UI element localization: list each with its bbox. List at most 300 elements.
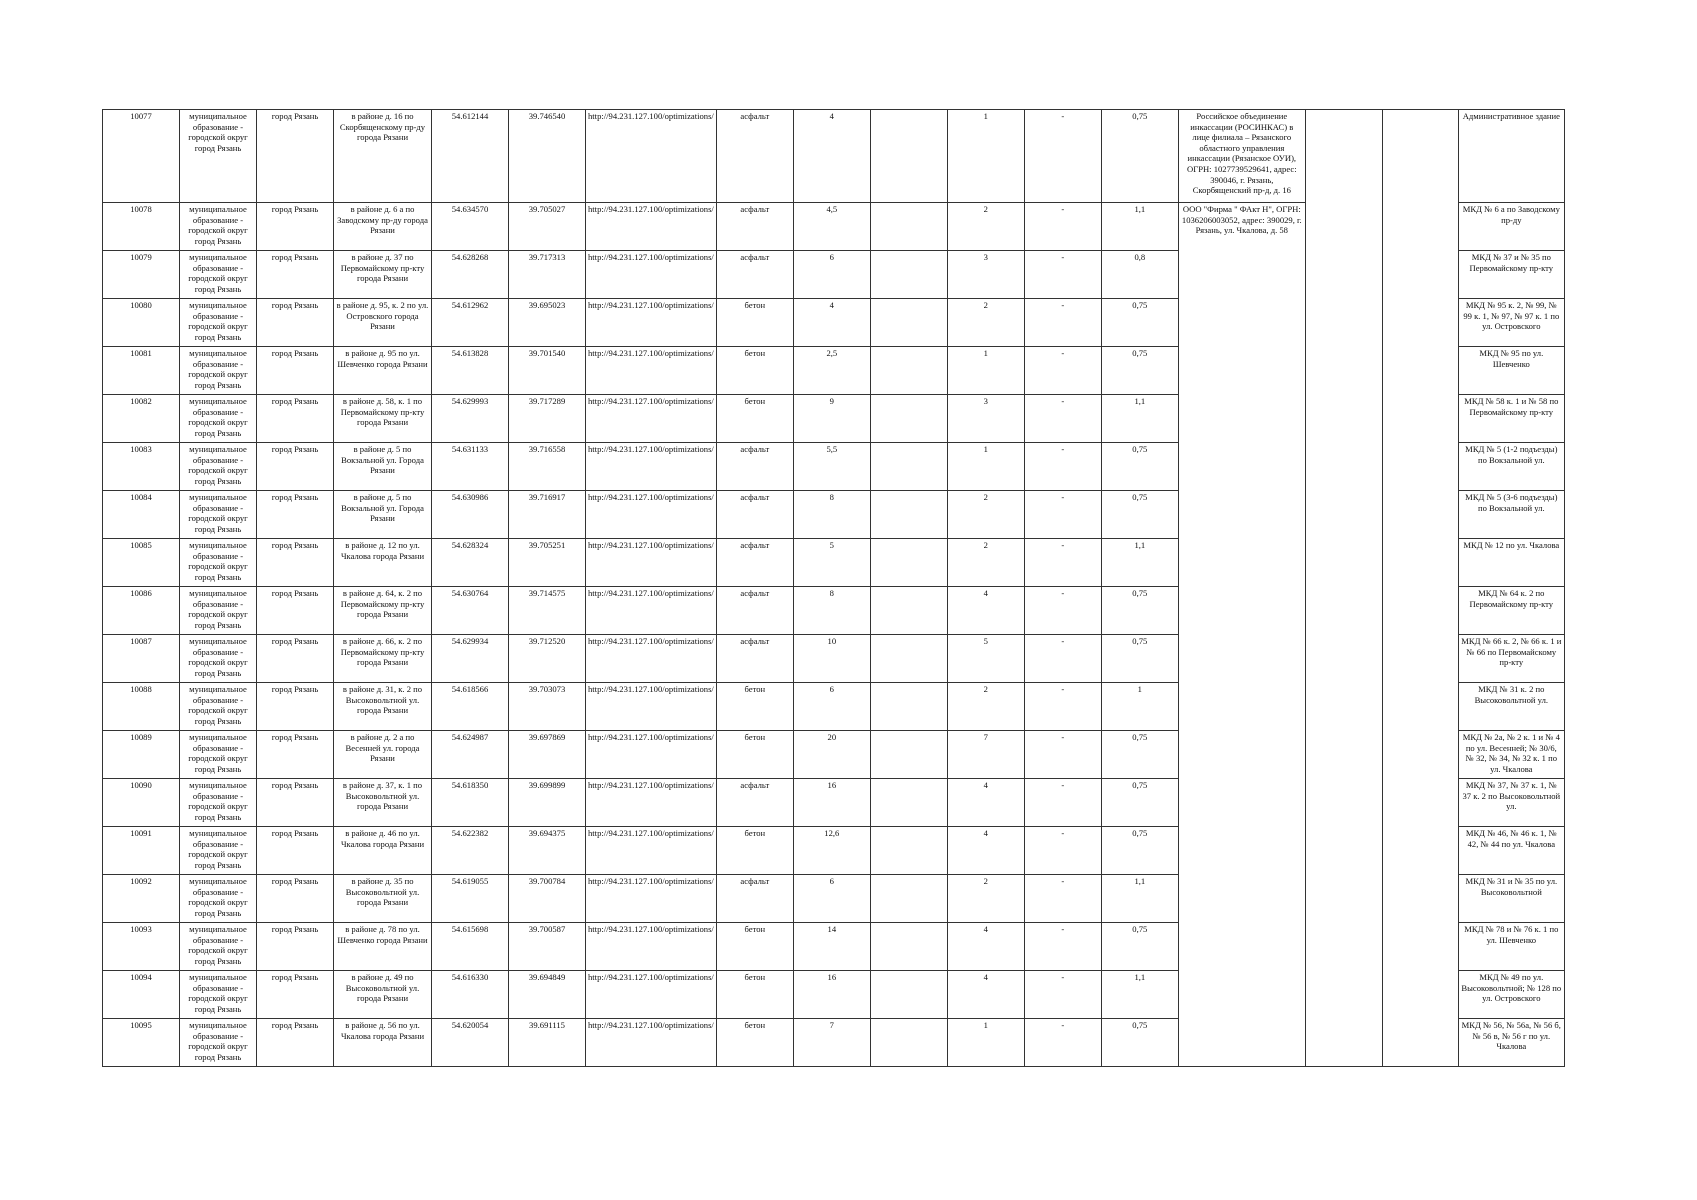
city-cell: город Рязань: [257, 347, 334, 395]
area-cell: 12,6: [793, 827, 870, 875]
table-row: [103, 491, 1565, 539]
container-count-cell: 2: [947, 875, 1024, 923]
location-cell: в районе д. 12 по ул. Чкалова города Рязани: [334, 539, 432, 587]
longitude-cell: 39.746540: [509, 110, 586, 203]
empty-cell: [1382, 299, 1458, 347]
container-count-cell: 2: [947, 491, 1024, 539]
table-row: [103, 587, 1565, 635]
area-cell: 20: [793, 731, 870, 779]
url-cell: http://94.231.127.100/optimizations/: [586, 779, 717, 827]
city-cell: город Рязань: [257, 1019, 334, 1067]
location-cell: в районе д. 16 по Скорбященскому пр-ду города Рязани: [334, 110, 432, 203]
latitude-cell: 54.612144: [432, 110, 509, 203]
waste-source-cell: МКД № 37 и № 35 по Первомайскому пр-кту: [1458, 251, 1564, 299]
empty-cell: [1305, 875, 1382, 923]
url-cell: http://94.231.127.100/optimizations/: [586, 299, 717, 347]
empty-cell: [870, 299, 947, 347]
city-cell: город Рязань: [257, 110, 334, 203]
empty-cell: [1305, 539, 1382, 587]
longitude-cell: 39.705251: [509, 539, 586, 587]
location-cell: в районе д. 5 по Вокзальной ул. Города Рязани: [334, 443, 432, 491]
location-cell: в районе д. 66, к. 2 по Первомайскому пр-кту города Рязани: [334, 635, 432, 683]
table-row: [103, 731, 1565, 779]
surface-cell: бетон: [716, 683, 793, 731]
volume-cell: 0,75: [1101, 587, 1178, 635]
latitude-cell: 54.629934: [432, 635, 509, 683]
url-cell: http://94.231.127.100/optimizations/: [586, 875, 717, 923]
municipality-cell: муниципальное образование - городской округ город Рязань: [180, 635, 257, 683]
table-row: [103, 203, 1565, 251]
waste-source-cell: МКД № 12 по ул. Чкалова: [1458, 539, 1564, 587]
latitude-cell: 54.628324: [432, 539, 509, 587]
row-number: 10086: [103, 587, 180, 635]
surface-cell: бетон: [716, 299, 793, 347]
location-cell: в районе д. 37 по Первомайскому пр-кту города Рязани: [334, 251, 432, 299]
area-cell: 6: [793, 875, 870, 923]
latitude-cell: 54.620054: [432, 1019, 509, 1067]
owner-cell: [1178, 299, 1305, 347]
empty-cell: [1305, 203, 1382, 251]
empty-cell: [1382, 251, 1458, 299]
location-cell: в районе д. 95 по ул. Шевченко города Рязани: [334, 347, 432, 395]
municipality-cell: муниципальное образование - городской округ город Рязань: [180, 347, 257, 395]
area-cell: 8: [793, 587, 870, 635]
row-number: 10087: [103, 635, 180, 683]
table-row: [103, 827, 1565, 875]
empty-cell: -: [1024, 539, 1101, 587]
owner-cell: [1178, 635, 1305, 683]
latitude-cell: 54.612962: [432, 299, 509, 347]
surface-cell: бетон: [716, 1019, 793, 1067]
longitude-cell: 39.703073: [509, 683, 586, 731]
empty-cell: [1305, 587, 1382, 635]
municipality-cell: муниципальное образование - городской округ город Рязань: [180, 443, 257, 491]
empty-cell: [1382, 203, 1458, 251]
empty-cell: [1382, 1019, 1458, 1067]
url-cell: http://94.231.127.100/optimizations/: [586, 827, 717, 875]
longitude-cell: 39.691115: [509, 1019, 586, 1067]
url-cell: http://94.231.127.100/optimizations/: [586, 491, 717, 539]
municipality-cell: муниципальное образование - городской округ город Рязань: [180, 299, 257, 347]
surface-cell: асфальт: [716, 587, 793, 635]
owner-cell: [1178, 779, 1305, 827]
volume-cell: 1,1: [1101, 539, 1178, 587]
empty-cell: [870, 827, 947, 875]
empty-cell: -: [1024, 827, 1101, 875]
container-count-cell: 3: [947, 395, 1024, 443]
empty-cell: [870, 587, 947, 635]
owner-cell: [1178, 587, 1305, 635]
empty-cell: [870, 395, 947, 443]
table-row: [103, 1019, 1565, 1067]
container-count-cell: 3: [947, 251, 1024, 299]
longitude-cell: 39.697869: [509, 731, 586, 779]
city-cell: город Рязань: [257, 779, 334, 827]
url-cell: http://94.231.127.100/optimizations/: [586, 395, 717, 443]
latitude-cell: 54.618566: [432, 683, 509, 731]
surface-cell: асфальт: [716, 875, 793, 923]
empty-cell: [870, 539, 947, 587]
empty-cell: -: [1024, 635, 1101, 683]
row-number: 10093: [103, 923, 180, 971]
empty-cell: [1382, 347, 1458, 395]
city-cell: город Рязань: [257, 971, 334, 1019]
latitude-cell: 54.634570: [432, 203, 509, 251]
surface-cell: асфальт: [716, 203, 793, 251]
empty-cell: [1305, 443, 1382, 491]
empty-cell: [870, 779, 947, 827]
longitude-cell: 39.716917: [509, 491, 586, 539]
location-cell: в районе д. 31, к. 2 по Высоковольтной ул. города Рязани: [334, 683, 432, 731]
empty-cell: -: [1024, 251, 1101, 299]
volume-cell: 1,1: [1101, 203, 1178, 251]
owner-cell: [1178, 395, 1305, 443]
owner-cell: [1178, 875, 1305, 923]
latitude-cell: 54.624987: [432, 731, 509, 779]
container-count-cell: 4: [947, 779, 1024, 827]
waste-source-cell: Административное здание: [1458, 110, 1564, 203]
area-cell: 7: [793, 1019, 870, 1067]
empty-cell: [1382, 923, 1458, 971]
waste-source-cell: МКД № 31 к. 2 по Высоковольтной ул.: [1458, 683, 1564, 731]
city-cell: город Рязань: [257, 203, 334, 251]
empty-cell: [870, 251, 947, 299]
empty-cell: -: [1024, 491, 1101, 539]
row-number: 10094: [103, 971, 180, 1019]
row-number: 10089: [103, 731, 180, 779]
owner-cell: [1178, 443, 1305, 491]
waste-source-cell: МКД № 5 (1-2 подъезды) по Вокзальной ул.: [1458, 443, 1564, 491]
container-count-cell: 5: [947, 635, 1024, 683]
surface-cell: асфальт: [716, 491, 793, 539]
table-row: [103, 635, 1565, 683]
url-cell: http://94.231.127.100/optimizations/: [586, 923, 717, 971]
municipality-cell: муниципальное образование - городской округ город Рязань: [180, 683, 257, 731]
surface-cell: бетон: [716, 395, 793, 443]
longitude-cell: 39.700587: [509, 923, 586, 971]
volume-cell: 1,1: [1101, 971, 1178, 1019]
empty-cell: [1305, 635, 1382, 683]
url-cell: http://94.231.127.100/optimizations/: [586, 731, 717, 779]
url-cell: http://94.231.127.100/optimizations/: [586, 1019, 717, 1067]
url-cell: http://94.231.127.100/optimizations/: [586, 539, 717, 587]
longitude-cell: 39.716558: [509, 443, 586, 491]
longitude-cell: 39.714575: [509, 587, 586, 635]
container-count-cell: 2: [947, 203, 1024, 251]
empty-cell: -: [1024, 347, 1101, 395]
owner-cell: [1178, 923, 1305, 971]
latitude-cell: 54.629993: [432, 395, 509, 443]
empty-cell: -: [1024, 203, 1101, 251]
longitude-cell: 39.700784: [509, 875, 586, 923]
empty-cell: -: [1024, 683, 1101, 731]
empty-cell: -: [1024, 299, 1101, 347]
waste-source-cell: МКД № 31 и № 35 по ул. Высоковольтной: [1458, 875, 1564, 923]
url-cell: http://94.231.127.100/optimizations/: [586, 683, 717, 731]
surface-cell: бетон: [716, 923, 793, 971]
table-row: [103, 347, 1565, 395]
longitude-cell: 39.717289: [509, 395, 586, 443]
municipality-cell: муниципальное образование - городской округ город Рязань: [180, 395, 257, 443]
owner-cell: [1178, 539, 1305, 587]
empty-cell: -: [1024, 443, 1101, 491]
container-count-cell: 1: [947, 347, 1024, 395]
municipality-cell: муниципальное образование - городской округ город Рязань: [180, 1019, 257, 1067]
empty-cell: [1382, 443, 1458, 491]
owner-cell: [1178, 683, 1305, 731]
empty-cell: [1305, 779, 1382, 827]
volume-cell: 0,75: [1101, 299, 1178, 347]
location-cell: в районе д. 95, к. 2 по ул. Островского города Рязани: [334, 299, 432, 347]
municipality-cell: муниципальное образование - городской округ город Рязань: [180, 731, 257, 779]
empty-cell: [1305, 491, 1382, 539]
location-cell: в районе д. 64, к. 2 по Первомайскому пр-кту города Рязани: [334, 587, 432, 635]
table-row: [103, 875, 1565, 923]
municipality-cell: муниципальное образование - городской округ город Рязань: [180, 827, 257, 875]
area-cell: 16: [793, 971, 870, 1019]
empty-cell: [870, 443, 947, 491]
row-number: 10080: [103, 299, 180, 347]
empty-cell: [1305, 395, 1382, 443]
municipality-cell: муниципальное образование - городской округ город Рязань: [180, 779, 257, 827]
longitude-cell: 39.701540: [509, 347, 586, 395]
empty-cell: -: [1024, 923, 1101, 971]
empty-cell: [870, 491, 947, 539]
volume-cell: 1: [1101, 683, 1178, 731]
volume-cell: 0,75: [1101, 635, 1178, 683]
container-count-cell: 4: [947, 971, 1024, 1019]
owner-cell: ООО "Фирма " ФАкт Н", ОГРН: 1036206003052, адрес: 390029, г. Рязань, ул. Чкалова, д. 58: [1178, 203, 1305, 251]
row-number: 10077: [103, 110, 180, 203]
area-cell: 5,5: [793, 443, 870, 491]
empty-cell: [870, 731, 947, 779]
municipality-cell: муниципальное образование - городской округ город Рязань: [180, 110, 257, 203]
url-cell: http://94.231.127.100/optimizations/: [586, 251, 717, 299]
municipality-cell: муниципальное образование - городской округ город Рязань: [180, 923, 257, 971]
volume-cell: 1,1: [1101, 395, 1178, 443]
container-count-cell: 1: [947, 443, 1024, 491]
city-cell: город Рязань: [257, 683, 334, 731]
latitude-cell: 54.622382: [432, 827, 509, 875]
waste-source-cell: МКД № 78 и № 76 к. 1 по ул. Шевченко: [1458, 923, 1564, 971]
latitude-cell: 54.628268: [432, 251, 509, 299]
empty-cell: -: [1024, 395, 1101, 443]
volume-cell: 0,75: [1101, 827, 1178, 875]
url-cell: http://94.231.127.100/optimizations/: [586, 347, 717, 395]
longitude-cell: 39.694375: [509, 827, 586, 875]
area-cell: 4,5: [793, 203, 870, 251]
empty-cell: [1305, 731, 1382, 779]
container-count-cell: 2: [947, 299, 1024, 347]
owner-cell: [1178, 251, 1305, 299]
container-count-cell: 2: [947, 683, 1024, 731]
volume-cell: 0,75: [1101, 1019, 1178, 1067]
table-row: [103, 923, 1565, 971]
container-count-cell: 2: [947, 539, 1024, 587]
empty-cell: [1382, 635, 1458, 683]
empty-cell: [1382, 110, 1458, 203]
url-cell: http://94.231.127.100/optimizations/: [586, 587, 717, 635]
empty-cell: [1305, 251, 1382, 299]
latitude-cell: 54.631133: [432, 443, 509, 491]
location-cell: в районе д. 49 по Высоковольтной ул. города Рязани: [334, 971, 432, 1019]
url-cell: http://94.231.127.100/optimizations/: [586, 443, 717, 491]
surface-cell: бетон: [716, 731, 793, 779]
row-number: 10095: [103, 1019, 180, 1067]
longitude-cell: 39.699899: [509, 779, 586, 827]
row-number: 10081: [103, 347, 180, 395]
table-row: [103, 110, 1565, 203]
row-number: 10079: [103, 251, 180, 299]
waste-source-cell: МКД № 95 к. 2, № 99, № 99 к. 1, № 97, № 97 к. 1 по ул. Островского: [1458, 299, 1564, 347]
row-number: 10091: [103, 827, 180, 875]
waste-source-cell: МКД № 58 к. 1 и № 58 по Первомайскому пр-кту: [1458, 395, 1564, 443]
registry-table: [102, 109, 1565, 1067]
surface-cell: асфальт: [716, 635, 793, 683]
empty-cell: -: [1024, 1019, 1101, 1067]
empty-cell: -: [1024, 971, 1101, 1019]
container-count-cell: 4: [947, 923, 1024, 971]
row-number: 10085: [103, 539, 180, 587]
waste-source-cell: МКД № 49 по ул. Высоковольтной; № 128 по ул. Островского: [1458, 971, 1564, 1019]
location-cell: в районе д. 37, к. 1 по Высоковольтной ул. города Рязани: [334, 779, 432, 827]
volume-cell: 0,75: [1101, 491, 1178, 539]
surface-cell: бетон: [716, 827, 793, 875]
surface-cell: асфальт: [716, 779, 793, 827]
row-number: 10083: [103, 443, 180, 491]
empty-cell: [1382, 731, 1458, 779]
empty-cell: [1305, 683, 1382, 731]
city-cell: город Рязань: [257, 251, 334, 299]
volume-cell: 0,75: [1101, 110, 1178, 203]
latitude-cell: 54.616330: [432, 971, 509, 1019]
latitude-cell: 54.613828: [432, 347, 509, 395]
empty-cell: [870, 683, 947, 731]
city-cell: город Рязань: [257, 587, 334, 635]
waste-source-cell: МКД № 46, № 46 к. 1, № 42, № 44 по ул. Чкалова: [1458, 827, 1564, 875]
city-cell: город Рязань: [257, 923, 334, 971]
owner-cell: [1178, 731, 1305, 779]
owner-cell: [1178, 1019, 1305, 1067]
empty-cell: [870, 203, 947, 251]
municipality-cell: муниципальное образование - городской округ город Рязань: [180, 539, 257, 587]
empty-cell: -: [1024, 587, 1101, 635]
empty-cell: [1382, 683, 1458, 731]
empty-cell: [1382, 875, 1458, 923]
empty-cell: [1305, 299, 1382, 347]
area-cell: 10: [793, 635, 870, 683]
longitude-cell: 39.695023: [509, 299, 586, 347]
empty-cell: [1305, 827, 1382, 875]
empty-cell: [1305, 347, 1382, 395]
longitude-cell: 39.694849: [509, 971, 586, 1019]
area-cell: 2,5: [793, 347, 870, 395]
area-cell: 8: [793, 491, 870, 539]
longitude-cell: 39.712520: [509, 635, 586, 683]
table-row: [103, 443, 1565, 491]
empty-cell: [1382, 491, 1458, 539]
empty-cell: [870, 110, 947, 203]
empty-cell: [1382, 539, 1458, 587]
location-cell: в районе д. 2 а по Весенней ул. города Рязани: [334, 731, 432, 779]
empty-cell: -: [1024, 110, 1101, 203]
empty-cell: [1382, 971, 1458, 1019]
empty-cell: [870, 635, 947, 683]
empty-cell: [1305, 110, 1382, 203]
volume-cell: 1,1: [1101, 875, 1178, 923]
area-cell: 9: [793, 395, 870, 443]
url-cell: http://94.231.127.100/optimizations/: [586, 635, 717, 683]
city-cell: город Рязань: [257, 395, 334, 443]
table-row: [103, 683, 1565, 731]
table-row: [103, 971, 1565, 1019]
container-count-cell: 4: [947, 827, 1024, 875]
waste-source-cell: МКД № 5 (3-6 подъезды) по Вокзальной ул.: [1458, 491, 1564, 539]
municipality-cell: муниципальное образование - городской округ город Рязань: [180, 971, 257, 1019]
volume-cell: 0,8: [1101, 251, 1178, 299]
surface-cell: асфальт: [716, 110, 793, 203]
container-count-cell: 1: [947, 1019, 1024, 1067]
municipality-cell: муниципальное образование - городской округ город Рязань: [180, 875, 257, 923]
area-cell: 5: [793, 539, 870, 587]
longitude-cell: 39.717313: [509, 251, 586, 299]
volume-cell: 0,75: [1101, 731, 1178, 779]
waste-source-cell: МКД № 2а, № 2 к. 1 и № 4 по ул. Весенней; № 30/6, № 32, № 34, № 32 к. 1 по ул. Чкалова: [1458, 731, 1564, 779]
empty-cell: [870, 971, 947, 1019]
empty-cell: [1305, 923, 1382, 971]
location-cell: в районе д. 58, к. 1 по Первомайскому пр-кту города Рязани: [334, 395, 432, 443]
city-cell: город Рязань: [257, 299, 334, 347]
latitude-cell: 54.615698: [432, 923, 509, 971]
surface-cell: асфальт: [716, 251, 793, 299]
longitude-cell: 39.705027: [509, 203, 586, 251]
area-cell: 6: [793, 683, 870, 731]
empty-cell: [1382, 587, 1458, 635]
waste-source-cell: МКД № 6 а по Заводскому пр-ду: [1458, 203, 1564, 251]
location-cell: в районе д. 5 по Вокзальной ул. Города Рязани: [334, 491, 432, 539]
owner-cell: [1178, 347, 1305, 395]
surface-cell: асфальт: [716, 443, 793, 491]
empty-cell: [1305, 1019, 1382, 1067]
area-cell: 4: [793, 299, 870, 347]
location-cell: в районе д. 78 по ул. Шевченко города Рязани: [334, 923, 432, 971]
surface-cell: асфальт: [716, 539, 793, 587]
volume-cell: 0,75: [1101, 923, 1178, 971]
url-cell: http://94.231.127.100/optimizations/: [586, 203, 717, 251]
waste-source-cell: МКД № 64 к. 2 по Первомайскому пр-кту: [1458, 587, 1564, 635]
area-cell: 4: [793, 110, 870, 203]
city-cell: город Рязань: [257, 443, 334, 491]
owner-cell: [1178, 827, 1305, 875]
url-cell: http://94.231.127.100/optimizations/: [586, 110, 717, 203]
empty-cell: [870, 347, 947, 395]
url-cell: http://94.231.127.100/optimizations/: [586, 971, 717, 1019]
owner-cell: Российское объединение инкассации (РОСИНКАС) в лице филиала – Рязанского областного управления инкассации (Рязанское ОУИ), ОГРН: 1027739529641, адрес: 390046, г. Рязань, Скорбященский пр-д, д. 16: [1178, 110, 1305, 203]
row-number: 10082: [103, 395, 180, 443]
owner-cell: [1178, 491, 1305, 539]
volume-cell: 0,75: [1101, 347, 1178, 395]
container-count-cell: 4: [947, 587, 1024, 635]
owner-cell: [1178, 971, 1305, 1019]
latitude-cell: 54.619055: [432, 875, 509, 923]
table-row: [103, 251, 1565, 299]
location-cell: в районе д. 46 по ул. Чкалова города Рязани: [334, 827, 432, 875]
empty-cell: [870, 923, 947, 971]
row-number: 10090: [103, 779, 180, 827]
waste-source-cell: МКД № 95 по ул. Шевченко: [1458, 347, 1564, 395]
location-cell: в районе д. 56 по ул. Чкалова города Рязани: [334, 1019, 432, 1067]
empty-cell: -: [1024, 875, 1101, 923]
